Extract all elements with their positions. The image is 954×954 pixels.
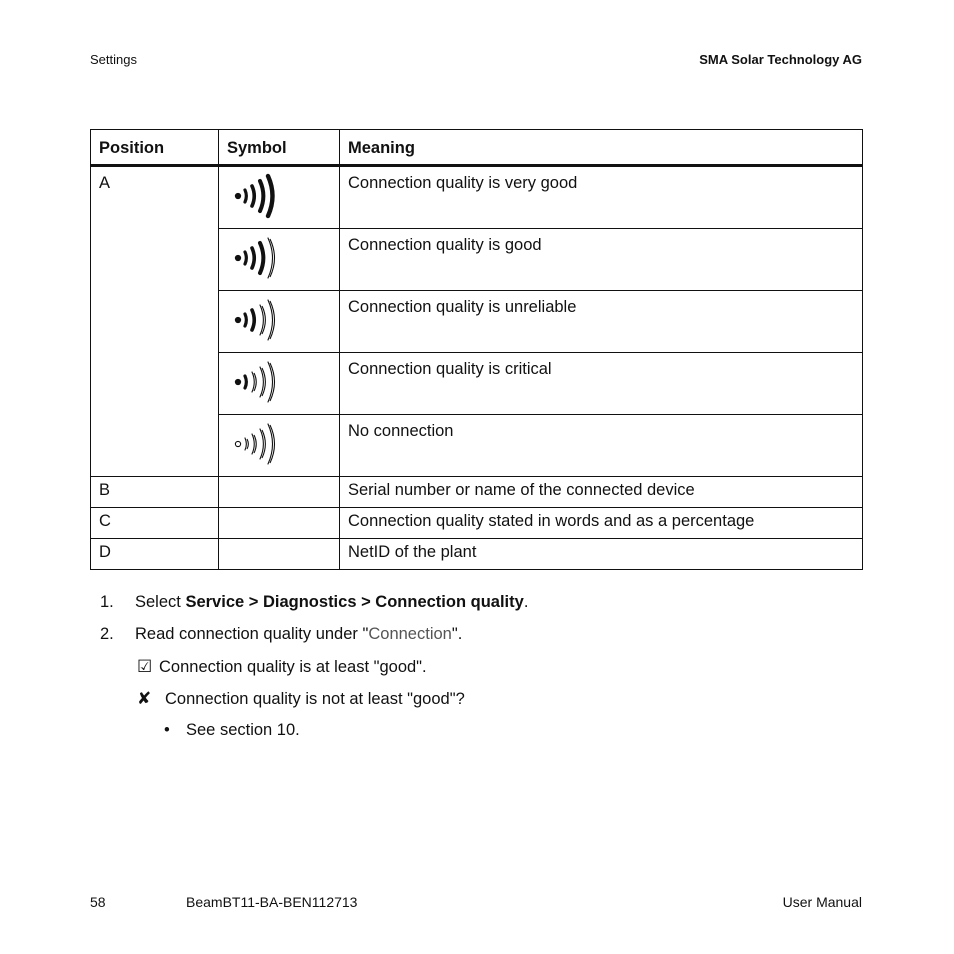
bullet-icon: • xyxy=(164,721,170,739)
symbol-cell xyxy=(219,353,340,415)
symbol-cell xyxy=(219,477,340,508)
signal-4-bars-icon xyxy=(219,229,339,281)
position-cell: B xyxy=(91,477,219,508)
step-number: 1. xyxy=(100,593,114,611)
bullet-item xyxy=(164,721,300,740)
symbol-cell xyxy=(219,415,340,477)
symbol-cell xyxy=(219,539,340,570)
table-row xyxy=(91,539,863,570)
result-fail-text: Connection quality is not at least "good"? xyxy=(165,690,465,708)
symbol-cell xyxy=(219,508,340,539)
checkbox-checked-icon: ☑ xyxy=(137,657,153,676)
step-prefix: Read connection quality under " xyxy=(135,625,369,643)
document-id: BeamBT11-BA-BEN112713 xyxy=(186,894,358,910)
symbol-cell xyxy=(219,166,340,229)
step-prefix: Select xyxy=(135,593,186,611)
header-company: SMA Solar Technology AG xyxy=(699,52,862,67)
cross-icon: ✘ xyxy=(137,689,152,708)
symbol-cell xyxy=(219,291,340,353)
table-row xyxy=(91,508,863,539)
col-header-meaning: Meaning xyxy=(340,130,863,166)
ui-label: Connection xyxy=(368,625,452,643)
result-fail xyxy=(137,689,465,709)
step-suffix: . xyxy=(523,593,529,611)
meaning-cell: No connection xyxy=(340,415,863,477)
page-number: 58 xyxy=(90,894,106,910)
table-row xyxy=(91,166,863,229)
col-header-position: Position xyxy=(91,130,219,166)
step-text xyxy=(135,625,462,644)
document-type: User Manual xyxy=(782,894,862,910)
signal-table xyxy=(90,129,863,570)
header-section: Settings xyxy=(90,52,137,67)
col-header-symbol: Symbol xyxy=(219,130,340,166)
table-row xyxy=(91,477,863,508)
table-header-row xyxy=(91,130,863,166)
signal-5-bars-icon xyxy=(219,167,339,219)
position-cell: D xyxy=(91,539,219,570)
signal-0-bars-icon xyxy=(219,415,339,467)
step-text xyxy=(135,593,528,612)
position-cell: C xyxy=(91,508,219,539)
meaning-cell: Connection quality is unreliable xyxy=(340,291,863,353)
bullet-text: See section 10. xyxy=(186,721,300,739)
menu-path: Service > Diagnostics > Connection quality xyxy=(185,593,524,611)
meaning-cell: Serial number or name of the connected device xyxy=(340,477,863,508)
step-suffix: ". xyxy=(451,625,463,643)
result-ok-text: Connection quality is at least "good". xyxy=(159,658,427,676)
result-ok xyxy=(137,657,427,677)
meaning-cell: Connection quality is critical xyxy=(340,353,863,415)
meaning-cell: Connection quality is good xyxy=(340,229,863,291)
signal-3-bars-icon xyxy=(219,291,339,343)
step-number: 2. xyxy=(100,625,114,643)
meaning-cell: Connection quality is very good xyxy=(340,166,863,229)
meaning-cell: Connection quality stated in words and as a percentage xyxy=(340,508,863,539)
signal-2-bars-icon xyxy=(219,353,339,405)
symbol-cell xyxy=(219,229,340,291)
meaning-cell: NetID of the plant xyxy=(340,539,863,570)
position-cell: A xyxy=(91,166,219,477)
